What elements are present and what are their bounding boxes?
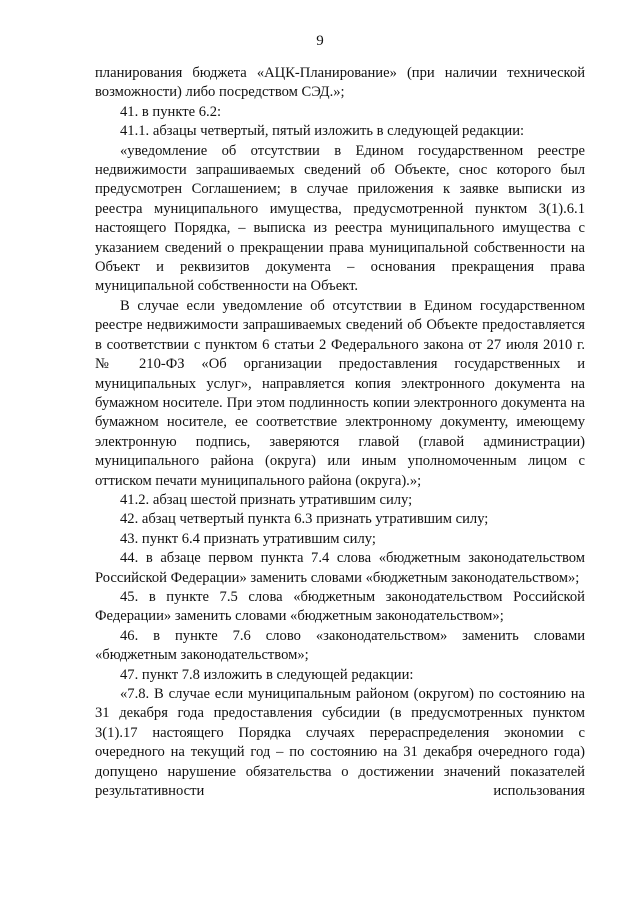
paragraph-p-46: 46. в пункте 7.6 слово «законодательством» заменить словами «бюджетным законодательством»;: [95, 627, 585, 664]
paragraph-p-47: 47. пункт 7.8 изложить в следующей редакции:: [120, 666, 414, 683]
paragraph-p-cont-1: планирования бюджета «АЦК-Планирование» (при наличии технической возможности) либо посредством СЭД.»;: [95, 65, 585, 101]
page-number: 9: [316, 33, 324, 49]
paragraph-p-quote-2: В случае если уведомление об отсутствии в Едином государственном реестре недвижимости запрашиваемых сведений об Объекте предоставляется в соответствии с пунктом 6 статьи 2 Федерального закона от 27 июля 2010 г. № 210-ФЗ «Об организации предоставления государственных и муниципальных услуг», направляется копия электронного документа на бумажном носителе. При этом подлинность копии электронного документа на бумажном носителе, ее соответствие электронному документу, имеющему электронную подпись, заверяются главой (главой администрации) муниципального района (округа) или иным уполномоченным лицом с оттиском печати муниципального района (округа).»;: [95, 297, 585, 489]
paragraph-p-41-1: 41.1. абзацы четвертый, пятый изложить в следующей редакции:: [120, 123, 525, 140]
paragraph-p-quote-1: «уведомление об отсутствии в Едином государственном реестре недвижимости запрашиваемых сведений об Объекте, снос которого был предусмотрен Соглашением; в случае приложения к заявке выписки из реестра муниципального имущества, предусмотренной пунктом 3(1).6.1 настоящего Порядка, – выписка из реестра муниципального имущества с указанием сведений о прекращении права муниципальной собственности на Объект и реквизитов документа – основания прекращения права муниципальной собственности на Объект.: [95, 142, 585, 295]
paragraph-p-44: 44. в абзаце первом пункта 7.4 слова «бюджетным законодательством Российской Федерации» заменить словами «бюджетным законодательством»;: [95, 550, 585, 586]
paragraph-p-quote-3: «7.8. В случае если муниципальным районом (округом) по состоянию на 31 декабря года предоставления субсидии (в предусмотренных пунктом 3(1).17 настоящего Порядка случаях перераспределения экономии с очередного на текущий год – по состоянию на 31 декабря очередного года) допущено нарушение обязательства о достижении значений показателей результативности использования: [95, 686, 585, 800]
paragraph-p-41: 41. в пункте 6.2:: [120, 103, 222, 120]
paragraph-p-43: 43. пункт 6.4 признать утратившим силу;: [120, 530, 376, 547]
paragraph-p-45: 45. в пункте 7.5 слова «бюджетным законодательством Российской Федерации» заменить словами «бюджетным законодательством»;: [95, 588, 585, 625]
document-body: [95, 64, 585, 801]
paragraph-p-42: 42. абзац четвертый пункта 6.3 признать утратившим силу;: [120, 511, 489, 528]
paragraph-p-41-2: 41.2. абзац шестой признать утратившим силу;: [120, 491, 413, 508]
